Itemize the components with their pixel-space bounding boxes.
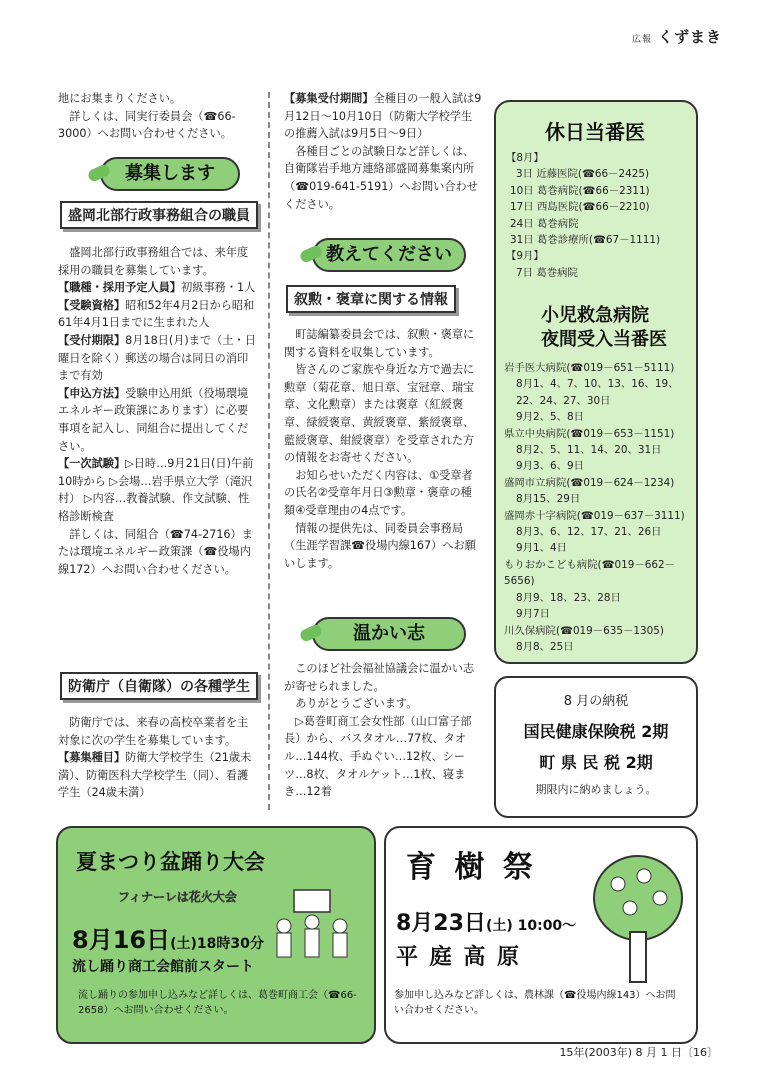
tree-icon bbox=[590, 852, 686, 992]
hosp-4-dates-1: 9月7日 bbox=[516, 608, 551, 621]
aug-row: 24日 葛巻病院 bbox=[510, 217, 579, 230]
section3-para-0: 町誌編纂委員会では、叙勲・褒章に関する資料を収集しています。 bbox=[284, 328, 475, 359]
bon-sub: フィナーレは花火大会 bbox=[118, 890, 237, 904]
section4-body bbox=[284, 660, 482, 801]
hosp-3: 盛岡赤十字病院(☎019－637－3111) bbox=[504, 509, 685, 522]
hosp-4-dates-0: 8月9、18、23、28日 bbox=[516, 591, 621, 604]
section3-para-1: 皆さんのご家族や身近な方で過去に勲章（菊花章、旭日章、宝冠章、瑞宝章、文化勲章）または褒章（紅綬褒章、緑綬褒章、黄綬褒章、紫綬褒章、藍綬褒章、紺綬褒章）を受章された方の情報をお寄せください。 bbox=[284, 363, 475, 465]
tax-box bbox=[494, 676, 698, 818]
hosp-0: 岩手医大病院(☎019－651－5111) bbox=[504, 362, 675, 374]
header-title: くずまき bbox=[657, 28, 722, 46]
column-1 bbox=[58, 90, 256, 143]
boshu-label: 募集します bbox=[100, 157, 240, 191]
section2-text: 防衛庁では、来春の高校卒業者を主対象に次の学生を募集しています。 bbox=[58, 716, 249, 747]
sep-label: 【9月】 bbox=[506, 250, 544, 263]
item1-0: 【職種・採用予定人員】初級事務・1人 bbox=[58, 281, 256, 295]
hosp-1-dates-0: 8月2、5、11、14、20、31日 bbox=[516, 444, 662, 457]
holiday-title: 休日当番医 bbox=[545, 120, 645, 144]
aug-row: 31日 葛巻診療所(☎67－1111) bbox=[510, 234, 660, 247]
section1-body bbox=[58, 244, 256, 578]
hosp-4: もりおかこども病院(☎019－662－5656) bbox=[504, 558, 675, 588]
page-footer: 15年(2003年) 8 月 1 日〔16〕 bbox=[559, 1046, 718, 1059]
tax-line-1: 国民健康保険税 2期 bbox=[523, 722, 669, 741]
tax-title: 8 月の納税 bbox=[563, 694, 629, 709]
section4-para-0: このほど社会福祉協議会に温かい志が寄せられました。 bbox=[284, 662, 475, 693]
hosp-5-dates-0: 8月8、25日 bbox=[516, 640, 574, 653]
bon-note: 流し踊りの参加申し込みなど詳しくは、葛巻町商工会（☎66-2658）へお問い合わせください。 bbox=[78, 990, 357, 1016]
child-title-2: 夜間受入当番医 bbox=[541, 329, 667, 350]
hosp-3-dates-0: 8月3、6、12、17、21、26日 bbox=[516, 526, 662, 539]
section1-text: 盛岡北部行政事務組合では、来年度採用の職員を募集しています。 bbox=[58, 246, 249, 277]
ikuju-note: 参加申し込みなど詳しくは、農林課（☎役場内線143）へお問い合わせください。 bbox=[394, 990, 676, 1016]
item1-3: 【申込方法】受験申込用紙（役場環境エネルギー政策課にあります）に必要事項を記入し、同組合に提出してください。 bbox=[58, 386, 249, 453]
section4-para-1: ありがとうございます。 bbox=[295, 697, 418, 711]
hosp-2-dates-0: 8月15、29日 bbox=[516, 493, 581, 506]
header-small: 広報 bbox=[631, 35, 652, 45]
hosp-0-dates-0: 8月1、4、7、10、13、16、19、22、24、27、30日 bbox=[516, 378, 679, 407]
contact1: 詳しくは、同組合（☎74-2716）または環境エネルギー政策課（☎役場内線172）へお問い合わせください。 bbox=[58, 527, 253, 576]
child-title-1: 小児救急病院 bbox=[541, 305, 649, 326]
aug-row: 10日 葛巻病院(☎66－2311) bbox=[510, 184, 650, 197]
bon-title: 夏まつり盆踊り大会 bbox=[76, 850, 265, 874]
hosp-2: 盛岡市立病院(☎019－624－1234) bbox=[504, 476, 675, 489]
hosp-1: 県立中央病院(☎019－653－1151) bbox=[504, 427, 675, 440]
col2-item-0: 【募集受付期間】全種目の一般入試は9月12日～10月10日（防衛大学校学生の推薦入試は9月5日～9日） bbox=[284, 92, 482, 141]
hosp-0-dates-1: 9月2、5、8日 bbox=[516, 411, 585, 424]
hosp-5: 川久保病院(☎019－635－1305) bbox=[504, 624, 664, 637]
oshiete-label: 教えてください bbox=[312, 238, 466, 272]
atatakai-label: 温かい志 bbox=[312, 617, 466, 651]
ikuju-title: 育 樹 祭 bbox=[406, 850, 537, 885]
column-2 bbox=[284, 90, 482, 213]
hosp-1-dates-1: 9月3、6、9日 bbox=[516, 460, 585, 473]
tax-note: 期限内に納めましょう。 bbox=[535, 783, 657, 796]
column-divider-1 bbox=[268, 92, 270, 810]
dancers-icon bbox=[264, 886, 360, 966]
col2-contact: 各種目ごとの試験日など詳しくは、自衛隊岩手地方連絡部盛岡募集案内所（☎019-641-5191）へお問い合わせください。 bbox=[284, 144, 478, 211]
aug-label: 【8月】 bbox=[506, 152, 544, 164]
sep-row: 7日 葛巻病院 bbox=[516, 266, 578, 279]
item1-4: 【一次試験】▷日時…9月21日(日)午前10時から ▷会場…岩手県立大学（滝沢村） ▷内容…教養試験、作文試験、性格診断検査 bbox=[58, 457, 254, 523]
section3-title: 叙勲・褒章に関する情報 bbox=[286, 285, 456, 313]
item1-1: 【受験資格】昭和52年4月2日から昭和61年4月1日までに生まれた人 bbox=[58, 298, 255, 330]
aug-row: 3日 近藤医院(☎66－2425) bbox=[516, 168, 649, 181]
child-list bbox=[504, 360, 692, 655]
item1-2: 【受付期限】8月18日(月)まで（土・日曜日を除く）郵送の場合は同日の消印まで有効 bbox=[58, 333, 256, 383]
intro-line-2: 詳しくは、同実行委員会（☎66-3000）へお問い合わせください。 bbox=[58, 109, 236, 141]
ikuju-place: 平 庭 高 原 bbox=[396, 945, 521, 970]
bon-date: 8月16日(土)18時30分 bbox=[72, 926, 264, 954]
ikuju-date: 8月23日(土) 10:00～ bbox=[396, 911, 577, 936]
section2-body bbox=[58, 714, 256, 802]
section4-para-2: ▷葛巻町商工会女性部（山口富子部長）から、バスタオル…77枚、タオル…144枚、手ぬぐい…12枚、シーツ…8枚、タオルケット…1枚、寝まき…12着 bbox=[284, 714, 472, 799]
intro-line-1: 地にお集まりください。 bbox=[58, 92, 182, 105]
section1-title: 盛岡北部行政事務組合の職員 bbox=[60, 201, 258, 229]
section2-title: 防衛庁（自衛隊）の各種学生 bbox=[60, 672, 258, 700]
section3-para-2: お知らせいただく内容は、①受章者の氏名②受章年月日③勲章・褒章の種類④受章理由の4点です。 bbox=[284, 468, 473, 517]
section3-body bbox=[284, 326, 482, 572]
aug-row: 17日 西島医院(☎66－2210) bbox=[510, 201, 650, 214]
page-header bbox=[632, 26, 722, 47]
hosp-3-dates-1: 9月1、4日 bbox=[516, 542, 568, 555]
section3-para-3: 情報の提供先は、同委員会事務局（生涯学習課☎役場内線167）へお願いします。 bbox=[284, 521, 476, 570]
bon-place: 流し踊り商工会館前スタート bbox=[72, 959, 254, 975]
tax-line-2: 町 県 民 税 2期 bbox=[539, 753, 653, 772]
item2-0: 【募集種目】防衛大学校学生（21歳未満）、防衛医科大学校学生（同）、看護学生（24歳未満） bbox=[58, 751, 252, 800]
child-title bbox=[500, 304, 690, 352]
holiday-list bbox=[506, 150, 692, 281]
